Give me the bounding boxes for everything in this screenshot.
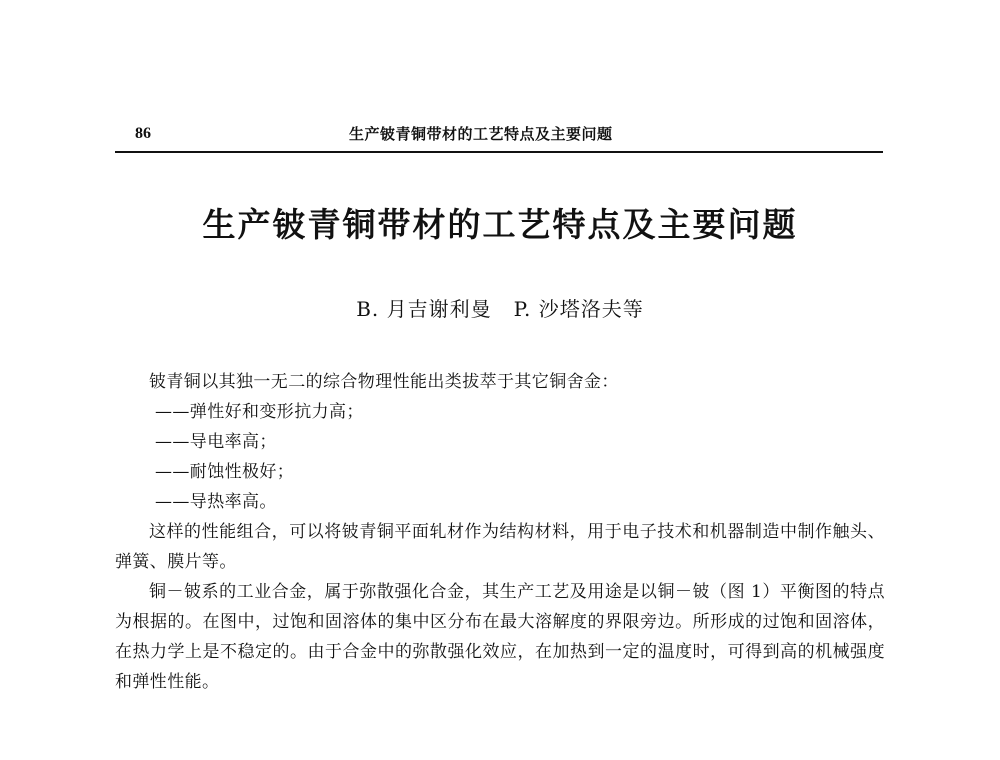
property-item-elasticity: ——弹性好和变形抗力高；	[155, 402, 364, 422]
article-title: 生产铍青铜带材的工艺特点及主要问题	[202, 205, 798, 244]
intro-paragraph: 铍青铜以其独一无二的综合物理性能出类拔萃于其它铜舍金：	[149, 372, 619, 392]
header-rule	[115, 151, 883, 153]
property-item-thermal: ——导热率高。	[155, 492, 277, 512]
property-item-corrosion: ——耐蚀性极好；	[155, 462, 295, 482]
body-paragraph-alloy: 铜－铍系的工业合金，属于弥散强化合金，其生产工艺及用途是以铜－铍（图 1）平衡图的特点为根据的。在图中，过饱和固溶体的集中区分布在最大溶解度的界限旁边。所形成的过饱和固溶体，在热力学上是不稳定的。由于合金中的弥散强化效应，在加热到一定的温度时，可得到高的机械强度和弹性性能。	[115, 582, 885, 692]
running-head	[115, 122, 883, 146]
author-1: B. 月吉谢利曼	[356, 297, 492, 321]
running-title: 生产铍青铜带材的工艺特点及主要问题	[349, 125, 613, 143]
property-item-conductivity: ——导电率高；	[155, 432, 277, 452]
body-paragraph-usage: 这样的性能组合，可以将铍青铜平面轧材作为结构材料，用于电子技术和机器制造中制作触头、弹簧、膜片等。	[115, 522, 885, 572]
article-body	[115, 367, 885, 697]
author-line	[0, 295, 1000, 323]
author-2: P. 沙塔洛夫等	[513, 297, 644, 321]
page-number: 86	[135, 125, 151, 142]
